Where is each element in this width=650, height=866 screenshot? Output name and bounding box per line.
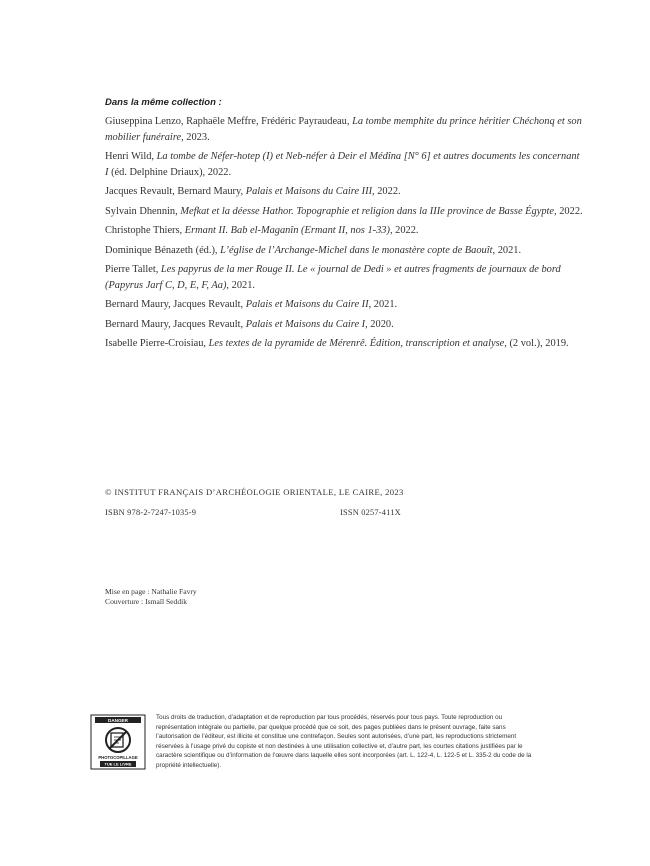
photocopillage-logo: [88, 714, 148, 770]
entry-authors: Isabelle Pierre-Croisiau,: [105, 338, 209, 349]
entry-tail: , 2021.: [226, 279, 255, 291]
collection-entry: [105, 336, 583, 352]
entry-title: La tombe de Néfer-hotep (I) et Neb-néfer à Deir el Médîna [N° 6] et autres documents les concernant I: [105, 151, 580, 178]
entry-title: La tombe memphite du prince héritier Chéchonq et son mobilier funéraire: [105, 116, 582, 143]
entry-authors: Dominique Bénazeth (éd.),: [105, 244, 221, 256]
entry-authors: Jacques Revault, Bernard Maury,: [105, 186, 246, 197]
collection-entry: [105, 114, 583, 145]
issn-number: ISSN 0257-411X: [340, 508, 401, 517]
entry-authors: Sylvain Dhennin,: [105, 205, 181, 217]
entry-title: Palais et Maisons du Caire I: [245, 318, 366, 330]
credits-block: [105, 587, 197, 607]
entry-title: Mefkat et la déesse Hathor. Topographie et religion dans la IIIe province de Basse Égypte: [180, 205, 555, 217]
entry-title: Ermant II. Bab el-Maganîn (Ermant II, nos 1-33): [184, 225, 390, 236]
entry-tail: , 2022.: [554, 205, 583, 217]
legal-notice: Tous droits de traduction, d’adaptation et de reproduction par tous procédés, réservés pour tous pays. Toute reproduction ou représentation intégrale ou partielle, par quelque procédé que ce soit, des pages publiées dans le présent ouvrage, faite sans l’autorisation de l’éditeur, est illicite et constitue une contrefaçon. Seules sont autorisées, d’une part, les reproductions strictement réservées à l’usage privé du copiste et non destinées à une utilisation collective et, d’autre part, les courtes citations justifiées par le caractère scientifique ou d’information de l’œuvre dans laquelle elles sont incorporées (art. L. 122-4, L. 122-5 et L. 335-2 du code de la propriété intellectuelle).: [156, 714, 532, 769]
collection-list: [105, 114, 583, 356]
collection-entry: [105, 262, 583, 293]
isbn-number: ISBN 978-2-7247-1035-9: [105, 508, 197, 517]
entry-tail: , 2021.: [368, 299, 398, 310]
copyright-line: © INSTITUT FRANÇAIS D’ARCHÉOLOGIE ORIENTALE, LE CAIRE, 2023: [105, 487, 404, 497]
collection-entry: [105, 317, 583, 333]
entry-title: Palais et Maisons du Caire II: [245, 299, 369, 310]
entry-title: Palais et Maisons du Caire III: [245, 186, 373, 197]
entry-tail: , 2023.: [181, 131, 210, 143]
photocopillage-label: PHOTOCOPILLAGE: [98, 755, 138, 760]
entry-authors: Bernard Maury, Jacques Revault,: [105, 318, 246, 330]
entry-tail: (éd. Delphine Driaux), 2022.: [108, 166, 232, 178]
entry-title: Les papyrus de la mer Rouge II. Le « journal de Dedi » et autres fragments de journaux de bord (Papyrus Jarf C, D, E, F, Aa): [105, 264, 561, 291]
entry-title: Les textes de la pyramide de Mérenrê. Édition, transcription et analyse: [208, 338, 505, 349]
collection-entry: [105, 204, 583, 220]
entry-title: L’église de l’Archange-Michel dans le monastère copte de Baouît: [220, 244, 493, 256]
entry-authors: Bernard Maury, Jacques Revault,: [105, 299, 246, 310]
entry-authors: Giuseppina Lenzo, Raphaële Meffre, Frédéric Payraudeau,: [105, 116, 353, 127]
cover-credit: Couverture : Ismaïl Seddik: [105, 597, 188, 606]
collection-entry: [105, 149, 583, 180]
danger-label: DANGER: [108, 718, 128, 723]
collection-entry: [105, 243, 583, 259]
entry-tail: , (2 vol.), 2019.: [504, 338, 569, 349]
collection-entry: [105, 184, 583, 200]
entry-authors: Henri Wild,: [105, 151, 157, 162]
entry-tail: , 2022.: [389, 225, 419, 236]
entry-tail: , 2022.: [372, 186, 401, 197]
layout-credit: Mise en page : Nathalie Favry: [105, 587, 197, 596]
collection-entry: [105, 223, 583, 239]
entry-authors: Pierre Tallet,: [105, 264, 161, 275]
collection-entry: [105, 297, 583, 313]
collection-heading: Dans la même collection :: [105, 97, 222, 108]
tue-le-livre-label: TUE LE LIVRE: [104, 761, 132, 767]
entry-tail: , 2021.: [492, 244, 522, 256]
entry-tail: , 2020.: [365, 318, 394, 330]
entry-authors: Christophe Thiers,: [105, 225, 185, 236]
